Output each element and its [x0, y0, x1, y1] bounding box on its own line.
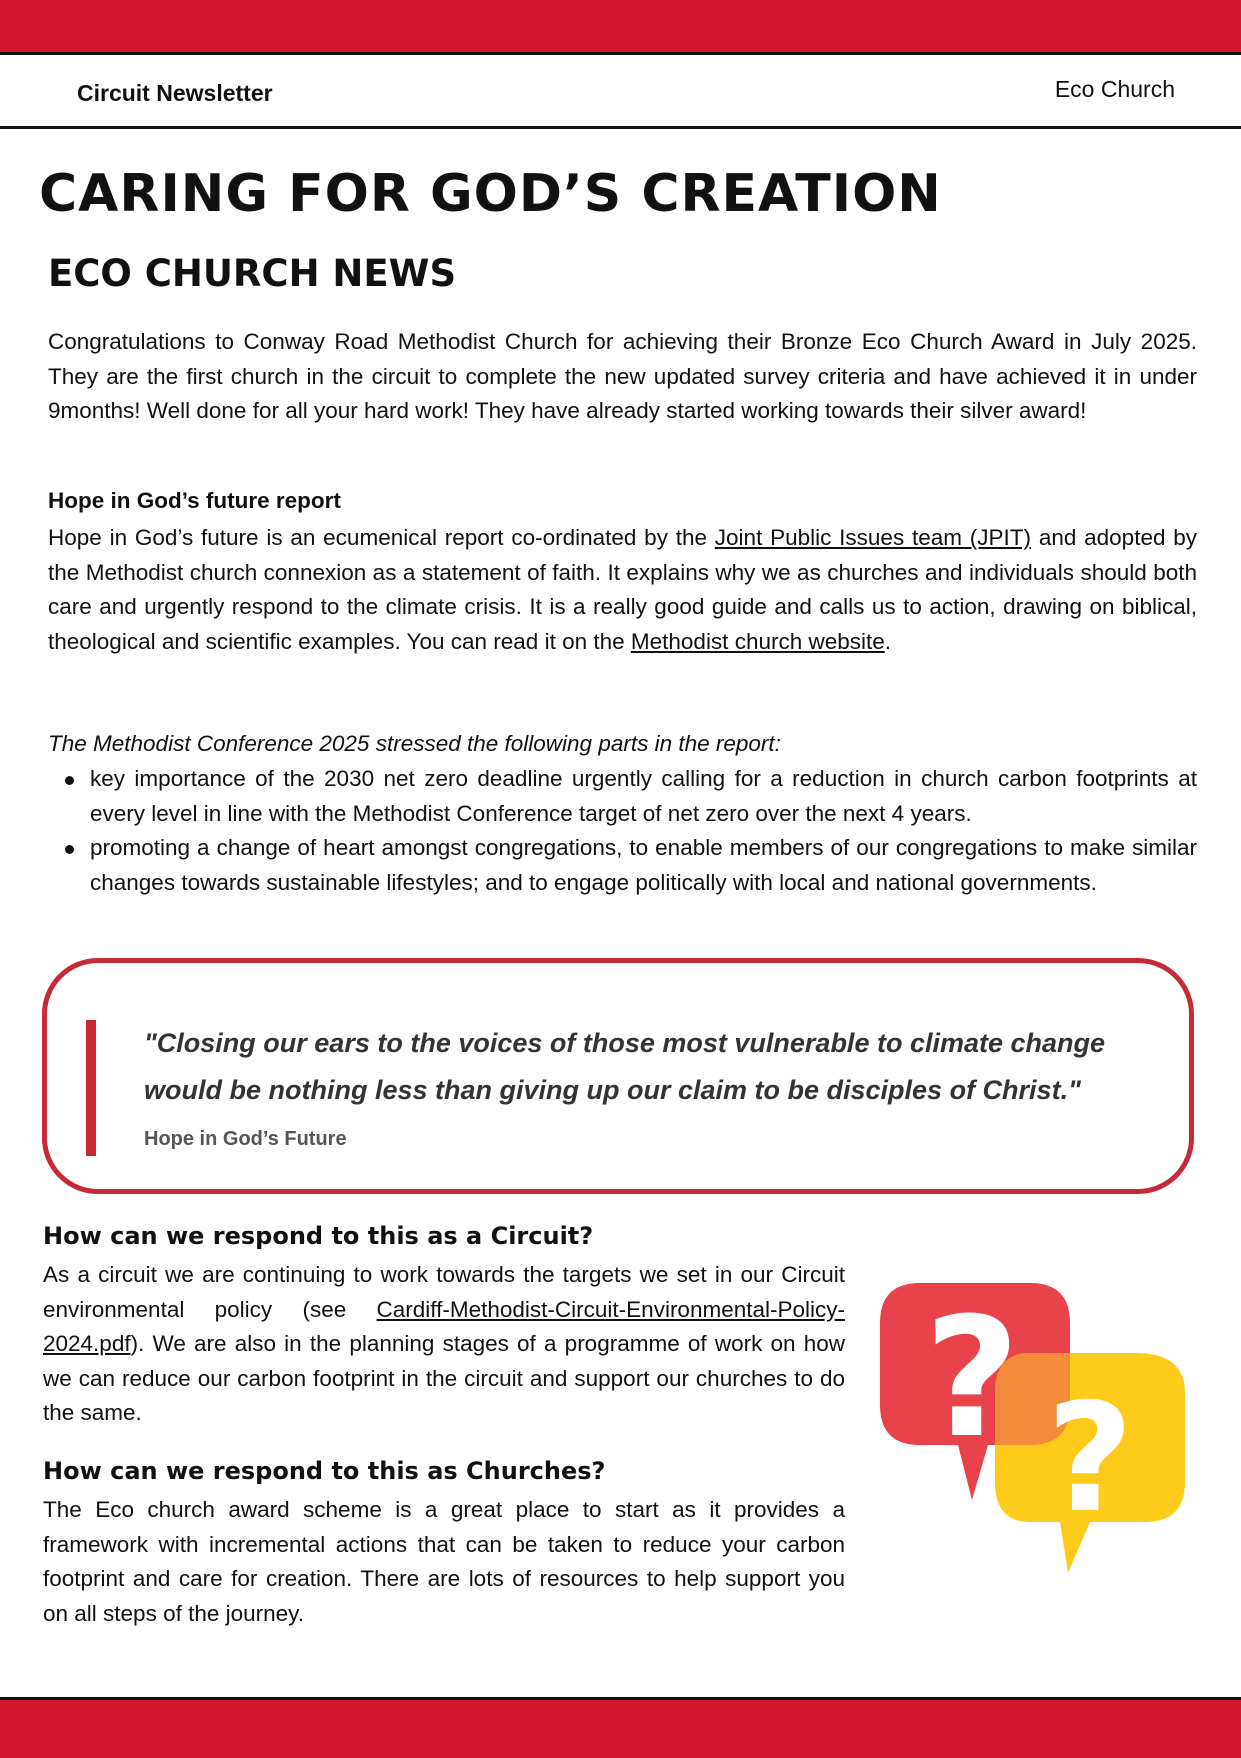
churches-heading: How can we respond to this as Churches? [43, 1457, 606, 1485]
report-paragraph [48, 521, 1197, 659]
circuit-text-1: As a circuit we are continuing to work towards the targets we set in our Circuit environmental policy (see [43, 1262, 845, 1322]
jpit-link[interactable]: Joint Public Issues team (JPIT) [714, 525, 1032, 550]
report-heading: Hope in God’s future report [48, 488, 341, 513]
report-text-2: and adopted by the Methodist church connexion as a statement of faith. It explains why we as churches and individuals should both care and urgently respond to the climate crisis. It is a really good guide and calls us to action, drawing on biblical, theological and scientific examples. You can read it on the [48, 525, 1198, 654]
conference-bullet-list [48, 762, 1197, 900]
quote-text: "Closing our ears to the voices of those most vulnerable to climate change would be nothing less than giving up our claim to be disciples of Christ." [144, 1028, 1106, 1105]
bullet-item: promoting a change of heart amongst congregations, to enable members of our congregations to make similar changes towards sustainable lifestyles; and to engage politically with local and national governments. [48, 831, 1197, 900]
churches-paragraph: The Eco church award scheme is a great place to start as it provides a framework with incremental actions that can be taken to reduce your carbon footprint and care for creation. There are lots of resources to help support you on all steps of the journey. [43, 1497, 845, 1626]
page-subtitle: ECO CHURCH NEWS [48, 252, 457, 295]
circuit-text-2: ). We are also in the planning stages of a programme of work on how we can reduce our carbon footprint in the circuit and support our churches to do the same. [43, 1331, 845, 1425]
quote-accent-bar [86, 1020, 96, 1156]
top-banner [0, 0, 1241, 55]
report-text-1: Hope in God’s future is an ecumenical report co-ordinated by the [48, 525, 715, 550]
circuit-paragraph [43, 1258, 845, 1431]
page-title: CARING FOR GOD’S CREATION [39, 164, 942, 224]
intro-paragraph: Congratulations to Conway Road Methodist Church for achieving their Bronze Eco Church Award in July 2025. They are the first church in the circuit to complete the new updated survey criteria and have achieved it in under 9months! Well done for all your hard work! They have already started working towards their silver award! [48, 329, 1197, 423]
section-label: Eco Church [1054, 76, 1175, 102]
conference-intro: The Methodist Conference 2025 stressed the following parts in the report: [48, 731, 781, 756]
question-marks-icon [880, 1275, 1200, 1575]
bottom-banner [0, 1697, 1241, 1758]
circuit-heading: How can we respond to this as a Circuit? [43, 1222, 594, 1250]
methodist-website-link[interactable]: Methodist church website [630, 628, 885, 654]
question-glyph-red: ? [924, 1282, 1020, 1474]
header-divider [0, 126, 1241, 129]
quote-source: Hope in God’s Future [144, 1128, 347, 1150]
bullet-item: key importance of the 2030 net zero deadline urgently calling for a reduction in church carbon footprints at every level in line with the Methodist Conference target of net zero over the next 4 years. [48, 762, 1197, 831]
newsletter-label: Circuit Newsletter [77, 80, 273, 106]
policy-pdf-link[interactable]: Cardiff-Methodist-Circuit-Environmental-Policy-2024.pdf [43, 1296, 845, 1356]
question-glyph-yellow: ? [1046, 1372, 1134, 1546]
report-text-3: . [884, 628, 892, 654]
